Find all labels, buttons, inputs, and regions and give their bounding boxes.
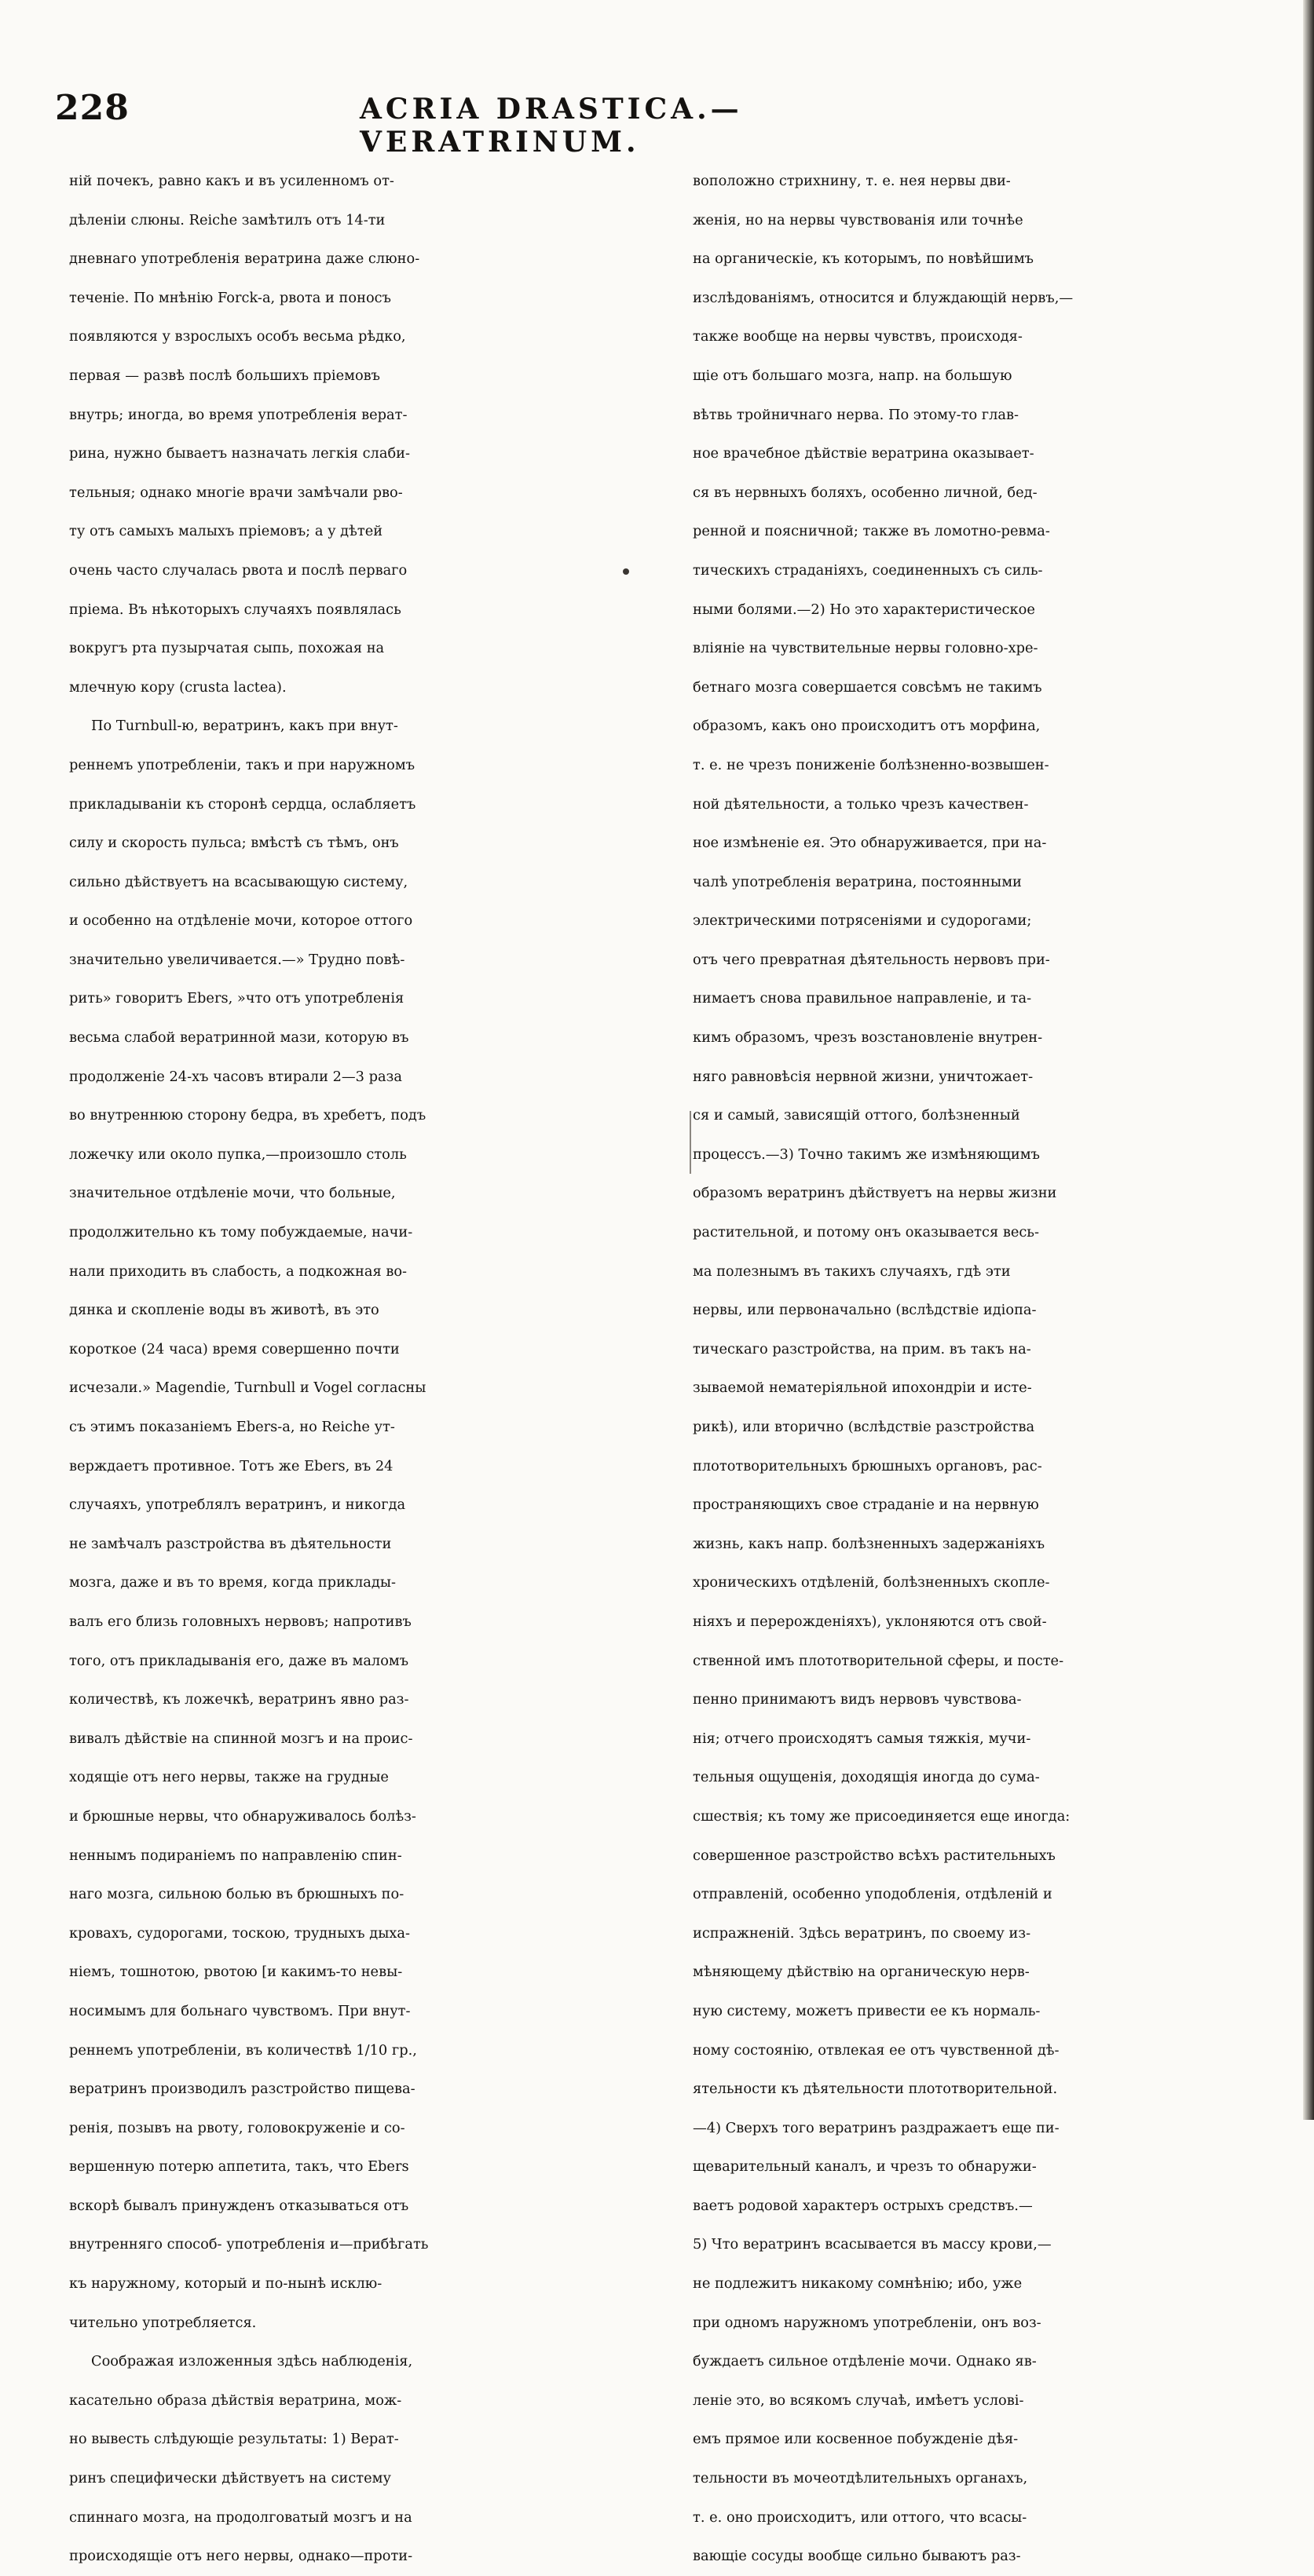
text-line: нали приходить въ слабость, а подкожная во-	[69, 1262, 408, 1280]
text-line: рикѣ), или вторично (вслѣдствіе разстройства	[693, 1419, 1035, 1435]
text-line: мозга, даже и въ то время, когда приклады-	[69, 1574, 397, 1591]
text-line: ту отъ самыхъ малыхъ пріемовъ; а у дѣтей	[69, 523, 383, 540]
text-line: къ наружному, который и по-нынѣ исклю-	[69, 2275, 382, 2293]
page-edge-shadow	[1303, 0, 1314, 2120]
text-line: ніяхъ и перерожденіяхъ), уклоняются отъ свой-	[693, 1613, 1047, 1630]
text-line: неннымъ подираніемъ по направленію спин-	[69, 1847, 402, 1864]
text-line: тическаго разстройства, на прим. въ такъ на-	[693, 1340, 1031, 1357]
left-text-column	[69, 162, 690, 2576]
text-line: процессъ.—3) Точно такимъ же измѣняющимъ	[693, 1145, 1040, 1163]
text-line: щіе отъ большаго мозга, напр. на большую	[693, 367, 1012, 384]
text-line: ную систему, можетъ привести ее къ нормаль-	[693, 2002, 1041, 2019]
text-line: ма полезнымъ въ такихъ случаяхъ, гдѣ эти	[693, 1262, 1011, 1280]
text-line: леніе это, во всякомъ случаѣ, имѣетъ услові-	[693, 2391, 1024, 2409]
text-line: вершенную потерю аппетита, такъ, что Ebers	[69, 2158, 409, 2176]
text-line: носимымъ для больнаго чувствомъ. При внут-	[69, 2002, 411, 2019]
text-line: жизнь, какъ напр. болѣзненныхъ задержаніяхъ	[693, 1535, 1045, 1552]
page-number: 228	[55, 88, 130, 128]
text-line: сшествія; къ тому же присоединяется еще иногда:	[693, 1807, 1071, 1825]
text-line: реннемъ употребленіи, такъ и при наружномъ	[69, 756, 415, 773]
text-line: наго мозга, сильною болью въ брюшныхъ по-	[69, 1886, 404, 1903]
text-line: первая — развѣ послѣ большихъ пріемовъ	[69, 367, 380, 384]
text-line: тельныя; однако многіе врачи замѣчали рво-	[69, 484, 403, 501]
text-line: значительное отдѣленіе мочи, что больные,	[69, 1185, 396, 1202]
text-line: касательно образа дѣйствія вератрина, мож-	[69, 2391, 402, 2409]
text-line: электрическими потрясеніями и судорогами;	[693, 912, 1032, 930]
text-line: Соображая изложенныя здѣсь наблюденія,	[91, 2353, 413, 2370]
text-line: не подлежитъ никакому сомнѣнію; ибо, уже	[693, 2275, 1023, 2293]
text-line: ся въ нервныхъ боляхъ, особенно личной, бед-	[693, 484, 1038, 501]
text-line: и брюшные нервы, что обнаруживалось болѣз-	[69, 1807, 416, 1825]
page-header	[55, 88, 997, 159]
text-line: ваетъ родовой характеръ острыхъ средствъ.—	[693, 2197, 1033, 2214]
text-line: ложечку или около пупка,—произошло столь	[69, 1145, 407, 1163]
text-line: появляются у взрослыхъ особъ весьма рѣдко,	[69, 328, 406, 345]
text-line: верждаетъ противное. Тотъ же Ebers, въ 24	[69, 1457, 393, 1474]
text-line: зываемой нематеріяльной ипохондріи и истe-	[693, 1379, 1032, 1397]
text-line: ное врачебное дѣйствіе вератрина оказывает-	[693, 445, 1034, 462]
text-line: на органическіе, къ которымъ, по новѣйшимъ	[693, 250, 1034, 268]
text-line: кровахъ, судорогами, тоскою, трудныхъ дыха-	[69, 1924, 410, 1942]
text-line: вающіе сосуды вообще сильно бываютъ раз-	[693, 2548, 1021, 2565]
text-line: тельности въ мочеотдѣлительныхъ органахъ,	[693, 2470, 1028, 2487]
text-line: количествѣ, къ ложечкѣ, вератринъ явно раз-	[69, 1691, 409, 1708]
text-line: испражненій. Здѣсь вератринъ, по своему из-	[693, 1924, 1031, 1942]
text-line: совершенное разстройство всѣхъ растительныхъ	[693, 1847, 1056, 1864]
text-line: воположно стрихнину, т. е. нея нервы дви-	[693, 173, 1011, 189]
text-line: емъ прямое или косвенное побужденіе дѣя-	[693, 2431, 1019, 2448]
text-line: ній почекъ, равно какъ и въ усиленномъ от-	[69, 173, 394, 189]
text-line: случаяхъ, употреблялъ вератринъ, и никогда	[69, 1496, 406, 1514]
text-line: продолженіе 24-хъ часовъ втирали 2—3 раза	[69, 1068, 402, 1085]
text-line: прикладываніи къ сторонѣ сердца, ослабляетъ	[69, 795, 416, 813]
column-gutter-mark	[690, 1111, 691, 1174]
text-line: 5) Что вератринъ всасывается въ массу крови,—	[693, 2236, 1052, 2253]
text-line: при одномъ наружномъ употребленіи, онъ воз-	[693, 2314, 1041, 2331]
text-line: и особенно на отдѣленіе мочи, которое оттого	[69, 912, 413, 930]
text-line: не замѣчалъ разстройства въ дѣятельности	[69, 1535, 392, 1552]
text-line: тельныя ощущенія, доходящія иногда до сума-	[693, 1769, 1040, 1786]
text-line: продолжительно къ тому побуждаемые, начи-	[69, 1224, 413, 1241]
text-line: нія; отчего происходятъ самыя тяжкія, мучи-	[693, 1730, 1031, 1747]
text-line: дневнаго употребленія вератрина даже слюно-	[69, 250, 420, 268]
text-line: но вывесть слѣдующіе результаты: 1) Верат-	[69, 2431, 399, 2448]
text-line: отправленій, особенно уподобленія, отдѣленій и	[693, 1886, 1052, 1903]
text-line: пріема. Въ нѣкоторыхъ случаяхъ появлялась	[69, 601, 401, 618]
text-line: во внутреннюю сторону бедра, въ хребетъ, подъ	[69, 1107, 426, 1124]
text-line: пенно принимаютъ видъ нервовъ чувствова-	[693, 1691, 1022, 1708]
text-line: тическихъ страданіяхъ, соединенныхъ съ силь-	[693, 561, 1043, 579]
running-head: ACRIA DRASTICA.—VERATRINUM.	[360, 93, 743, 159]
text-line: вивалъ дѣйствіе на спинной мозгъ и на проис-	[69, 1730, 413, 1747]
text-line: чалѣ употребленія вератрина, постоянными	[693, 873, 1022, 890]
text-line: силу и скорость пульса; вмѣстѣ съ тѣмъ, онъ	[69, 835, 399, 852]
text-line: ся и самый, зависящій оттого, болѣзненный	[693, 1107, 1020, 1124]
text-line: дянка и скопленіе воды въ животѣ, въ это	[69, 1302, 379, 1319]
text-line: млечную кору (crusta lactea).	[69, 678, 287, 696]
text-line: исчезали.» Magendie, Turnbull и Vogel согласны	[69, 1379, 426, 1397]
text-line: т. е. не чрезъ пониженіе болѣзненно-возвышен-	[693, 756, 1049, 773]
text-line: внутрь; иногда, во время употребленія верат-	[69, 406, 408, 423]
right-text-column	[693, 162, 1313, 2576]
text-line: хроническихъ отдѣленій, болѣзненныхъ скопле-	[693, 1574, 1050, 1591]
text-line: внутренняго способ- употребленія и—прибѣгать	[69, 2236, 429, 2253]
text-line: женія, но на нервы чувствованія или точнѣе	[693, 211, 1023, 228]
text-line: бетнаго мозга совершается совсѣмъ не такимъ	[693, 678, 1042, 696]
text-line: вератринъ производилъ разстройство пищева-	[69, 2081, 415, 2098]
text-line: значительно увеличивается.—» Трудно повѣ-	[69, 951, 405, 968]
text-line: образомъ, какъ оно происходитъ отъ морфина,	[693, 718, 1041, 735]
text-line: кимъ образомъ, чрезъ возстановленіе внутрен-	[693, 1029, 1043, 1047]
text-line: ринъ специфически дѣйствуетъ на систему	[69, 2470, 391, 2487]
text-line: чительно употребляется.	[69, 2314, 257, 2331]
text-line: изслѣдованіямъ, относится и блуждающій нервъ,—	[693, 289, 1074, 306]
text-line: щеварительный каналъ, и чрезъ то обнаружи-	[693, 2158, 1037, 2176]
text-line: образомъ вератринъ дѣйствуетъ на нервы жизни	[693, 1185, 1057, 1202]
text-line: валъ его близь головныхъ нервовъ; напротивъ	[69, 1613, 412, 1630]
text-line: съ этимъ показаніемъ Ebers-а, но Reiche ут-	[69, 1419, 395, 1435]
text-line: вокругъ рта пузырчатая сыпь, похожая на	[69, 640, 385, 657]
text-line: происходящіе отъ него нервы, однако—проти-	[69, 2548, 413, 2565]
text-line: теченіе. По мнѣнію Forck-а, рвота и поносъ	[69, 289, 391, 306]
ink-speck	[623, 568, 629, 575]
text-line: сильно дѣйствуетъ на всасывающую систему,	[69, 873, 408, 890]
text-line: ственной имъ плототворительной сферы, и посте-	[693, 1652, 1064, 1669]
text-line: вскорѣ бывалъ принужденъ отказываться отъ	[69, 2197, 409, 2214]
text-line: буждаетъ сильное отдѣленіе мочи. Однако яв-	[693, 2353, 1037, 2370]
text-line: рить» говоритъ Ebers, »что отъ употребленія	[69, 990, 404, 1007]
text-line: т. е. оно происходитъ, или оттого, что всасы-	[693, 2508, 1027, 2526]
text-line: По Turnbull-ю, вератринъ, какъ при внут-	[91, 718, 398, 735]
text-line: весьма слабой вератринной мази, которую въ	[69, 1029, 409, 1047]
text-line: ному состоянію, отвлекая ее отъ чувственной дѣ-	[693, 2041, 1060, 2059]
text-line: дѣленіи слюны. Reiche замѣтилъ отъ 14-ти	[69, 211, 386, 228]
text-line: —4) Сверхъ того вератринъ раздражаетъ еще пи-	[693, 2119, 1060, 2136]
text-line: ніемъ, тошнотою, рвотою [и какимъ-то невы-	[69, 1964, 403, 1981]
text-line: реннемъ употребленіи, въ количествѣ 1/10 гр.,	[69, 2041, 417, 2059]
text-line: очень часто случалась рвота и послѣ перваго	[69, 561, 408, 579]
text-line: вліяніе на чувствительные нервы головно-хре-	[693, 640, 1038, 657]
text-line: плототворительныхъ брюшныхъ органовъ, рас-	[693, 1457, 1042, 1474]
text-line: нимаетъ снова правильное направленіе, и та-	[693, 990, 1032, 1007]
text-line: ятельности къ дѣятельности плототворительной.	[693, 2081, 1058, 2098]
text-line: короткое (24 часа) время совершенно почти	[69, 1340, 400, 1357]
text-line: ренной и поясничной; также въ ломотно-ревма-	[693, 523, 1050, 540]
text-line: пространяющихъ свое страданіе и на нервную	[693, 1496, 1039, 1514]
text-line: растительной, и потому онъ оказывается весь-	[693, 1224, 1039, 1241]
text-line: ходящіе отъ него нервы, также на грудные	[69, 1769, 389, 1786]
text-line: нервы, или первоначально (вслѣдствіе идіопа-	[693, 1302, 1037, 1319]
text-line: вѣтвь тройничнаго нерва. По этому-то глав-	[693, 406, 1019, 423]
text-line: ными болями.—2) Но это характеристическое	[693, 601, 1035, 618]
text-line: ренія, позывъ на рвоту, головокруженіе и со-	[69, 2119, 405, 2136]
text-line: того, отъ прикладыванія его, даже въ маломъ	[69, 1652, 409, 1669]
text-line: отъ чего превратная дѣятельность нервовъ при-	[693, 951, 1050, 968]
text-line: мѣняющему дѣйствію на органическую нерв-	[693, 1964, 1030, 1981]
text-line: рина, нужно бываетъ назначать легкія слаби-	[69, 445, 411, 462]
text-line: няго равновѣсія нервной жизни, уничтожает-	[693, 1068, 1034, 1085]
text-line: ной дѣятельности, а только чрезъ качествен-	[693, 795, 1029, 813]
text-line: ное измѣненіе ея. Это обнаруживается, при на-	[693, 835, 1047, 852]
text-line: также вообще на нервы чувствъ, происходя-	[693, 328, 1023, 345]
text-line: спиннаго мозга, на продолговатый мозгъ и на	[69, 2508, 412, 2526]
